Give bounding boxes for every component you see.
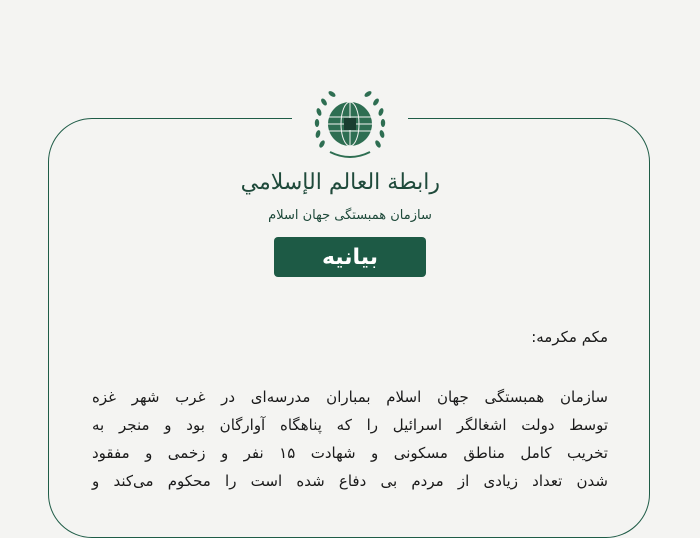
body-line: تخریب کامل مناطق مسکونی و شهادت ۱۵ نفر و زخمی و مفقود <box>92 444 608 462</box>
body-line: سازمان همبستگی جهان اسلام بمباران مدرسه‌ای در غرب شهر غزه <box>92 388 608 406</box>
letter-body <box>92 383 608 495</box>
document-title-banner: بیانیه <box>274 237 426 277</box>
body-line: شدن تعداد زیادی از مردم بی دفاع شده است را محکوم می‌کند و <box>92 472 608 490</box>
org-name-arabic: رابطة العالم الإسلامي <box>240 170 440 195</box>
body-line: توسط دولت اشغالگر اسرائیل را که پناهگاه آوارگان بود و منجر به <box>92 416 608 434</box>
salutation: مکم مکرمه: <box>531 328 608 346</box>
org-name-persian: سازمان همبستگی جهان اسلام <box>268 208 432 223</box>
globe-emblem-icon <box>308 86 392 166</box>
